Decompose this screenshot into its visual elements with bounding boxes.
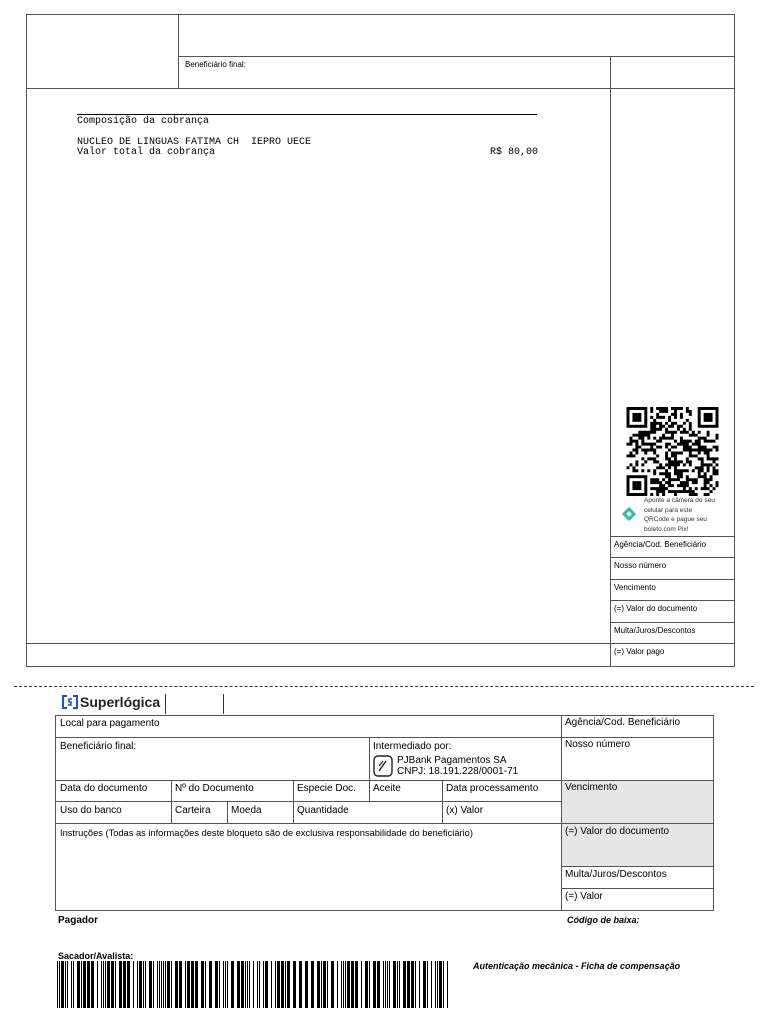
qr-code-icon: [626, 407, 719, 496]
brand-separator: [165, 694, 166, 714]
side-field-nosso-numero: Nosso número: [614, 561, 667, 570]
valor-total-value: R$ 80,00: [490, 147, 539, 158]
side-field-divider: [610, 557, 735, 558]
especie-doc-label: Especie Doc.: [297, 783, 356, 794]
side-field-valor-pago: (=) Valor pago: [614, 647, 665, 656]
pagador-label: Pagador: [58, 915, 99, 926]
valor-documento-label: (=) Valor do documento: [565, 826, 670, 837]
data-processamento-label: Data processamento: [446, 783, 539, 794]
side-field-valor-documento: (=) Valor do documento: [614, 604, 698, 613]
top-stub-divider: [26, 88, 735, 89]
slip-divider: [293, 780, 294, 823]
codigo-baixa-label: Código de baixa:: [567, 915, 640, 925]
slip-divider: [55, 823, 714, 824]
side-field-agencia: Agência/Cod. Beneficiário: [614, 540, 707, 549]
composicao-line: NUCLEO DE LINGUAS FATIMA CH IEPRO UECE: [77, 137, 312, 148]
local-pagamento-label: Local para pagamento: [60, 718, 160, 729]
slip-divider: [171, 780, 172, 823]
moeda-label: Moeda: [231, 805, 262, 816]
valor-total-label: Valor total da cobrança: [77, 147, 216, 158]
brand-name: Superlógica: [80, 694, 161, 710]
intermediado-name: PJBank Pagamentos SA: [397, 755, 507, 766]
side-field-multa: Multa/Juros/Descontos: [614, 626, 696, 635]
slip-divider: [55, 780, 714, 781]
slip-divider: [562, 866, 714, 867]
pix-instructions: [644, 496, 734, 534]
side-field-divider: [26, 643, 735, 644]
uso-banco-label: Uso do banco: [60, 805, 122, 816]
side-field-divider: [610, 579, 735, 580]
top-stub-divider: [178, 56, 735, 57]
data-documento-label: Data do documento: [60, 783, 148, 794]
side-field-divider: [610, 536, 735, 537]
slip-divider: [55, 737, 714, 738]
pix-text-line: QRCode e pague seu: [644, 516, 707, 523]
slip-divider: [562, 888, 714, 889]
side-field-divider: [610, 600, 735, 601]
aceite-label: Aceite: [373, 783, 401, 794]
instrucoes-label: Instruções (Todas as informações deste bloqueto são de exclusiva responsabilidade do beneficiário): [60, 828, 473, 838]
side-field-divider: [610, 622, 735, 623]
barcode-icon: [57, 961, 450, 1008]
agencia-label: Agência/Cod. Beneficiário: [565, 717, 681, 728]
slip-divider: [561, 715, 562, 911]
multa-label: Multa/Juros/Descontos: [565, 869, 667, 880]
pix-text-line: boleto com Pix!: [644, 525, 689, 533]
quantidade-label: Quantidade: [297, 805, 349, 816]
vencimento-label: Vencimento: [565, 782, 618, 793]
x-valor-label: (x) Valor: [446, 805, 484, 816]
slip-divider: [442, 780, 443, 823]
brand-separator: [223, 694, 224, 714]
slip-divider: [369, 737, 370, 801]
beneficiario-final-label: Beneficiário final:: [60, 741, 137, 752]
slip-divider: [55, 801, 562, 802]
top-stub-divider: [610, 56, 611, 667]
composicao-title: Composição da cobrança: [77, 116, 210, 127]
pix-icon: [621, 506, 637, 522]
intermediado-label: Intermediado por:: [373, 741, 452, 752]
autenticacao-label: Autenticação mecânica - Ficha de compensação: [473, 961, 681, 971]
side-field-vencimento: Vencimento: [614, 583, 656, 592]
cut-line: [14, 686, 754, 687]
superlogica-logo-icon: [62, 695, 78, 709]
pix-text-line: celular para este: [644, 506, 693, 514]
pix-text-line: Aponte a câmera do seu: [644, 497, 715, 504]
beneficiario-final-label: Beneficiário final:: [185, 60, 246, 69]
composition-rule: [77, 114, 537, 115]
intermediado-cnpj: CNPJ: 18.191.228/0001-71: [397, 766, 519, 777]
carteira-label: Carteira: [175, 805, 211, 816]
nosso-numero-label: Nosso número: [565, 739, 631, 750]
top-stub-divider: [178, 14, 179, 89]
slip-divider: [227, 801, 228, 823]
pjbank-logo-icon: [373, 755, 393, 777]
numero-documento-label: Nº do Documento: [175, 783, 254, 794]
sacador-label: Sacador/Avalista:: [58, 951, 134, 961]
valor-label: (=) Valor: [565, 891, 603, 902]
